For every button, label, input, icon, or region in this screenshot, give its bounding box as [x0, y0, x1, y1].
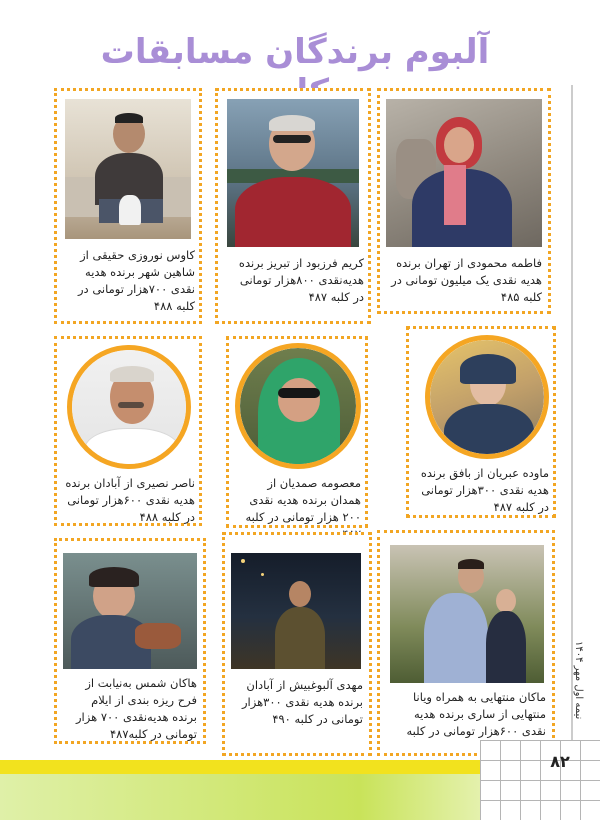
winner-card-8: [222, 532, 372, 756]
winner-photo: [235, 343, 361, 469]
winner-card-4: [406, 326, 556, 518]
winner-photo: [425, 335, 549, 459]
winner-photo: [231, 553, 361, 669]
winner-card-3: [54, 88, 202, 324]
winner-caption: هاکان شمس به‌نیابت از فرح ریزه بندی از ایلام برنده هدیه‌نقدی ۷۰۰ هزار تومانی در کلبه۴۸۷: [75, 676, 197, 741]
winner-card-2: [215, 88, 371, 324]
winner-caption: کاوس نوروزی حقیقی از شاهین شهر برنده هدیه نقدی ۷۰۰هزار تومانی در کلبه ۴۸۸: [78, 248, 195, 313]
issue-date-label: نیمه اول مهر ۱۴۰۴: [573, 640, 584, 720]
winner-caption: کریم فرزبود از تبریز برنده هدیه‌نقدی ۸۰۰هزار تومانی در کلبه ۴۸۷: [238, 256, 364, 304]
winner-caption: ناصر نصیری از آبادان برنده هدیه نقدی ۶۰۰هزار تومانی در کلبه ۴۸۸: [65, 476, 195, 524]
winner-card-1: [377, 88, 551, 314]
page-number: ۸۲: [550, 752, 570, 771]
winner-photo: [390, 545, 544, 683]
winner-caption: فاطمه محمودی از تهران برنده هدیه نقدی یک میلیون تومانی در کلبه ۴۸۵: [391, 256, 542, 304]
winner-card-9: [54, 538, 206, 744]
winner-caption: مهدی آلبوغبیش از آبادان برنده هدیه نقدی ۳۰۰هزار تومانی در کلبه ۴۹۰: [241, 678, 363, 726]
winner-caption: ماکان منتهایی به همراه ویانا منتهایی از ساری برنده هدیه نقدی ۶۰۰هزار تومانی در کلبه: [406, 690, 546, 738]
winner-photo: [386, 99, 542, 247]
winner-photo: [65, 99, 191, 239]
page-title: آلبوم برندگان مسابقات: [100, 32, 490, 72]
winner-card-6: [54, 336, 202, 526]
winner-caption: معصومه صمدیان از همدان برنده هدیه نقدی ۲۰۰ هزار تومانی در کلبه: [245, 476, 361, 524]
winner-photo: [227, 99, 359, 247]
winner-photo: [67, 345, 191, 469]
winner-caption: ماوده عبریان از بافق برنده هدیه نقدی ۳۰۰هزار تومانی در کلبه ۴۸۷: [420, 466, 549, 514]
winner-photo: [63, 553, 197, 669]
winner-card-7: [377, 530, 555, 756]
winner-card-5: [226, 336, 368, 528]
